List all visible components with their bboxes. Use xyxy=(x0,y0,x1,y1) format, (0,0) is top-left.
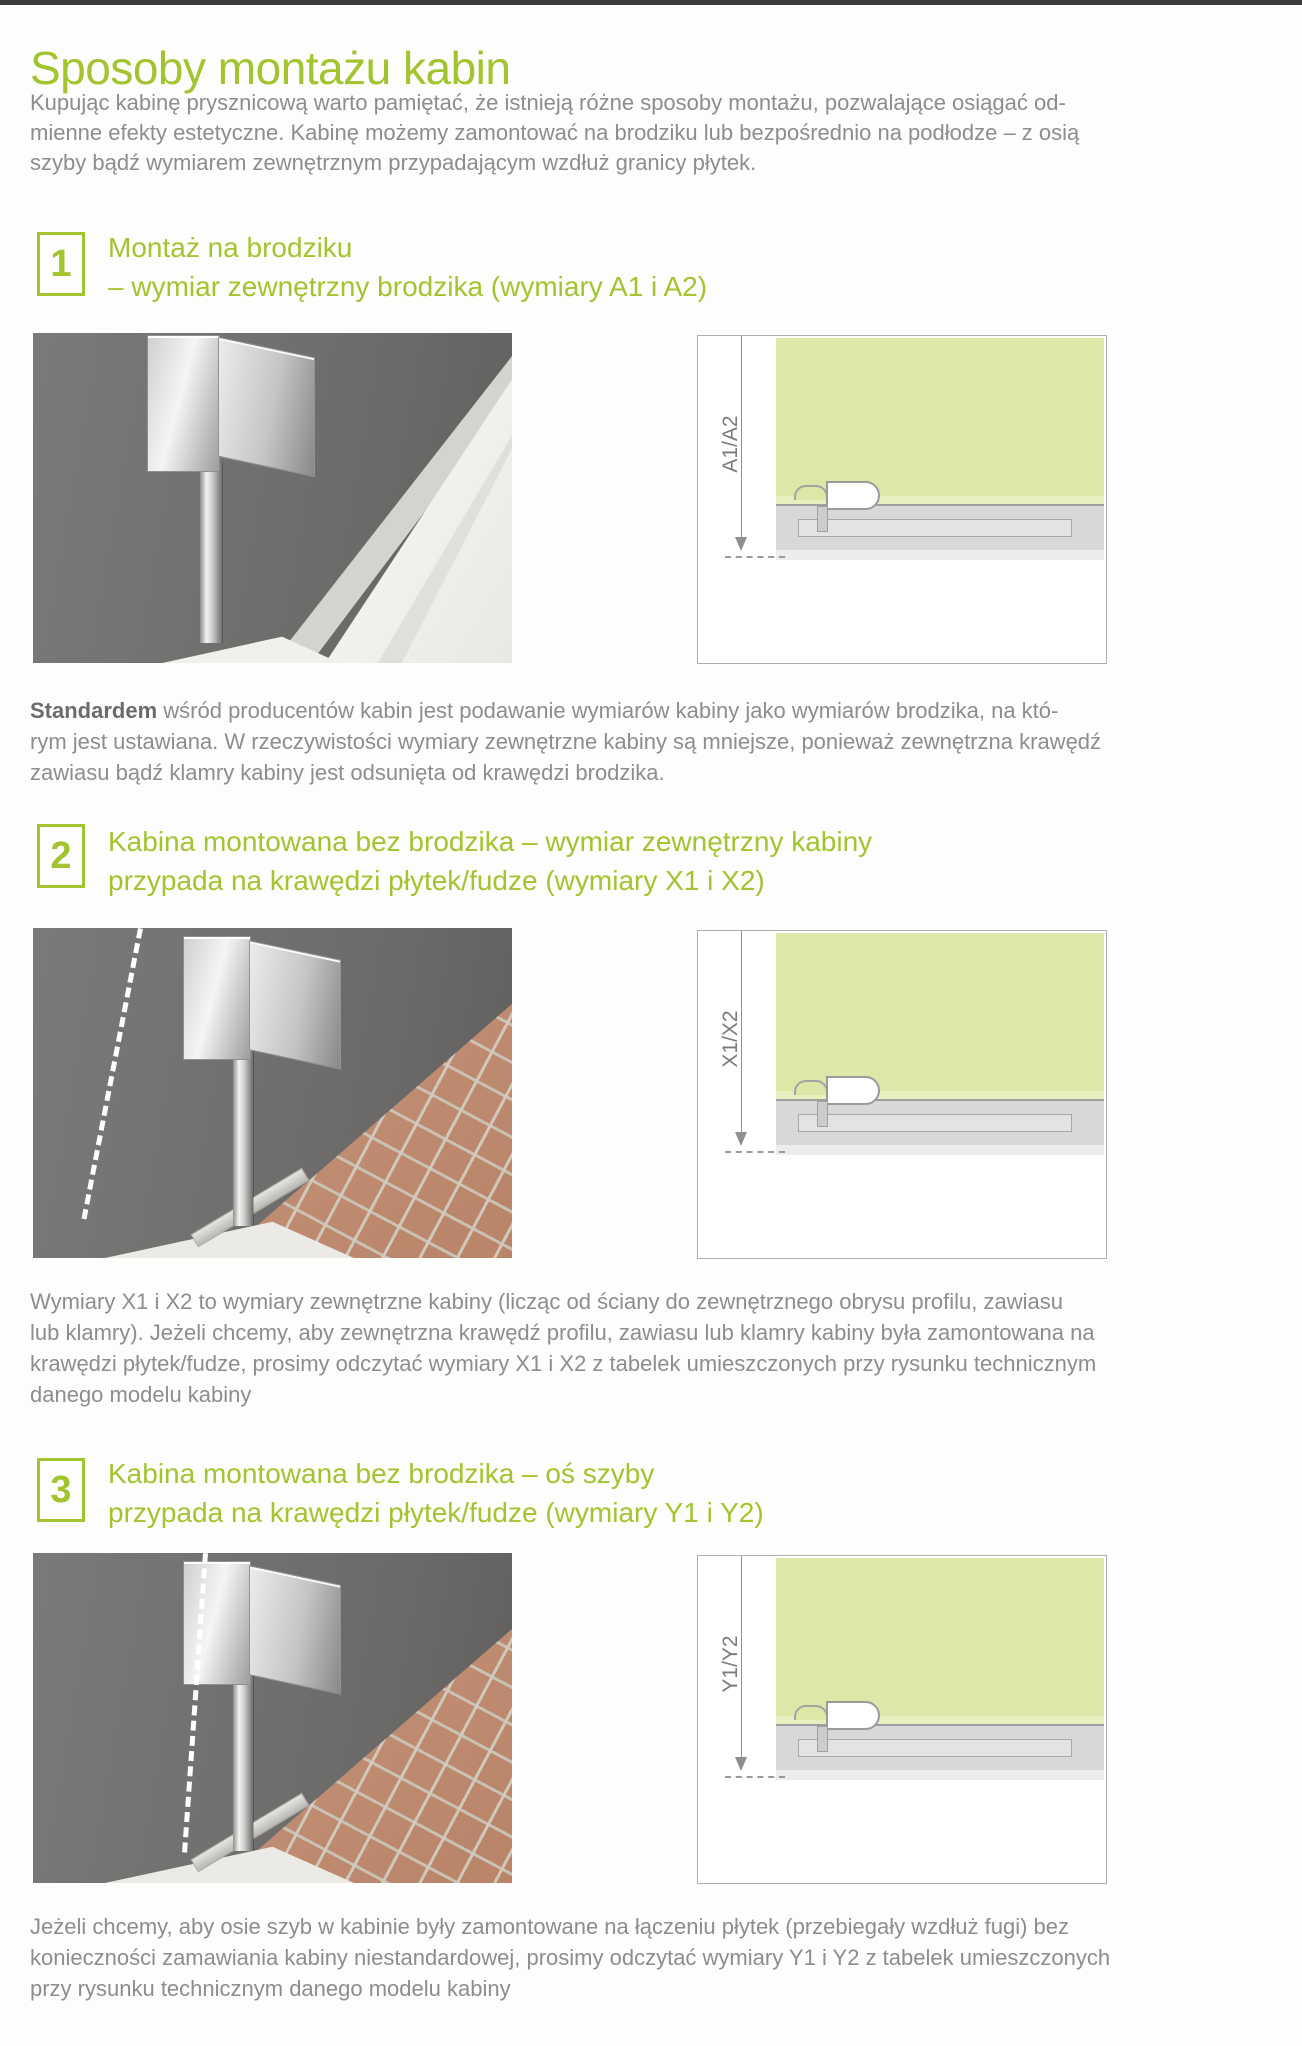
paragraph-line: rym jest ustawiana. W rzeczywistości wymiary zewnętrzne kabiny są mniejsze, ponieważ zewnętrzna krawędź xyxy=(30,729,1102,754)
paragraph-line: Jeżeli chcemy, aby osie szyb w kabinie były zamontowane na łączeniu płytek (przebiegały wzdłuż fugi) bez xyxy=(30,1914,1069,1939)
dimension-baseline-dashed xyxy=(725,1776,785,1778)
intro-line: mienne efekty estetyczne. Kabinę możemy zamontować na brodziku lub bezpośrednio na podłodze – z osią xyxy=(30,120,1080,145)
section-number: 3 xyxy=(50,1468,72,1511)
tray-lower-strip xyxy=(776,550,1104,560)
dimension-baseline-dashed xyxy=(725,1151,785,1153)
hinge-wall-plate xyxy=(183,936,251,1060)
paragraph-line: danego modelu kabiny xyxy=(30,1382,252,1407)
paragraph-line: zawiasu bądź klamry kabiny jest odsunięta od krawędzi brodzika. xyxy=(30,760,665,785)
profile-outline xyxy=(794,1080,828,1095)
chrome-profile xyxy=(233,1050,253,1226)
diagram-dimension-y1-y2 xyxy=(697,1555,1107,1884)
paragraph-after-section-3 xyxy=(30,1911,1280,2004)
photo-hinge-on-tiles-glass-axis xyxy=(33,1553,512,1883)
section-heading-line: Montaż na brodziku xyxy=(108,232,353,263)
dimension-label: A1/A2 xyxy=(719,415,742,473)
photo-hinge-on-tiles-outer-edge xyxy=(33,928,512,1258)
section-2-heading xyxy=(108,822,1008,900)
section-3-number-badge xyxy=(37,1458,85,1522)
chrome-profile xyxy=(233,1675,253,1851)
clamp-cross-section xyxy=(826,1701,880,1730)
glass-panel-area xyxy=(776,338,1104,496)
dimension-baseline-dashed xyxy=(725,556,785,558)
intro-line: Kupując kabinę prysznicową warto pamiętać, że istnieją różne sposoby montażu, pozwalające osiągać od- xyxy=(30,90,1066,115)
clamp-cross-section xyxy=(826,1076,880,1105)
dimension-arrow-down xyxy=(735,537,747,551)
profile-outline xyxy=(794,1705,828,1720)
section-1-number-badge xyxy=(37,232,85,296)
hinge-wall-plate xyxy=(147,335,220,472)
diagram-dimension-x1-x2 xyxy=(697,930,1107,1259)
hinge-glass-plate xyxy=(218,337,315,478)
paragraph-text: wśród producentów kabin jest podawanie wymiarów kabiny jako wymiarów brodzika, na któ- xyxy=(157,698,1059,723)
paragraph-after-section-2 xyxy=(30,1286,1280,1410)
photo-hinge-on-shower-tray xyxy=(33,333,512,663)
page-title: Sposoby montażu kabin xyxy=(30,41,511,94)
paragraph-line: krawędzi płytek/fudze, prosimy odczytać wymiary X1 i X2 z tabelek umieszczonych przy rysunku technicznym xyxy=(30,1351,1097,1376)
floor-recess xyxy=(798,1739,1072,1757)
clamp-cross-section xyxy=(826,481,880,510)
section-heading-line: Kabina montowana bez brodzika – oś szyby xyxy=(108,1458,655,1489)
profile-outline xyxy=(794,485,828,500)
diagram-dimension-a1-a2 xyxy=(697,335,1107,664)
dimension-arrow-down xyxy=(735,1757,747,1771)
paragraph-line: przy rysunku technicznym danego modelu kabiny xyxy=(30,1976,511,2001)
bold-lead: Standardem xyxy=(30,698,158,723)
section-heading-line: – wymiar zewnętrzny brodzika (wymiary A1 i A2) xyxy=(108,271,708,302)
hinge-glass-plate xyxy=(249,1565,341,1695)
chrome-profile xyxy=(200,463,222,643)
clamp-stem xyxy=(817,1101,828,1127)
section-2-number-badge xyxy=(37,824,85,888)
intro-line: szyby bądź wymiarem zewnętrznym przypadającym wzdłuż granicy płytek. xyxy=(30,150,757,175)
floor-recess xyxy=(798,1114,1072,1132)
section-heading-line: Kabina montowana bez brodzika – wymiar zewnętrzny kabiny xyxy=(108,826,873,857)
paragraph-line: konieczności zamawiania kabiny niestandardowej, prosimy odczytać wymiary Y1 i Y2 z tabelek umieszczonych xyxy=(30,1945,1111,1970)
clamp-stem xyxy=(817,1726,828,1752)
hinge-glass-plate xyxy=(249,940,341,1070)
paragraph-line: Wymiary X1 i X2 to wymiary zewnętrzne kabiny (licząc od ściany do zewnętrznego obrysu profilu, zawiasu xyxy=(30,1289,1064,1314)
paragraph-after-section-1 xyxy=(30,695,1280,788)
intro-paragraph xyxy=(30,88,1280,178)
top-edge-strip xyxy=(0,0,1302,5)
section-heading-line: przypada na krawędzi płytek/fudze (wymiary X1 i X2) xyxy=(108,865,765,896)
dimension-label: X1/X2 xyxy=(719,1010,742,1068)
paragraph-line: lub klamry). Jeżeli chcemy, aby zewnętrzna krawędź profilu, zawiasu lub klamry kabiny była zamontowana na xyxy=(30,1320,1095,1345)
dimension-arrow-down xyxy=(735,1132,747,1146)
floor-lower-strip xyxy=(776,1770,1104,1780)
section-number: 1 xyxy=(50,242,72,285)
hinge-wall-plate xyxy=(183,1561,251,1685)
section-1-heading xyxy=(108,228,1008,306)
dimension-label: Y1/Y2 xyxy=(719,1635,742,1693)
glass-panel-area xyxy=(776,933,1104,1091)
outer-edge-dashed-line xyxy=(82,928,143,1220)
section-heading-line: przypada na krawędzi płytek/fudze (wymiary Y1 i Y2) xyxy=(108,1497,764,1528)
glass-panel-area xyxy=(776,1558,1104,1716)
floor-lower-strip xyxy=(776,1145,1104,1155)
tray-recess xyxy=(798,519,1072,537)
section-number: 2 xyxy=(50,834,72,877)
section-3-heading xyxy=(108,1454,1008,1532)
clamp-stem xyxy=(817,506,828,532)
paragraph-line xyxy=(30,695,1280,726)
